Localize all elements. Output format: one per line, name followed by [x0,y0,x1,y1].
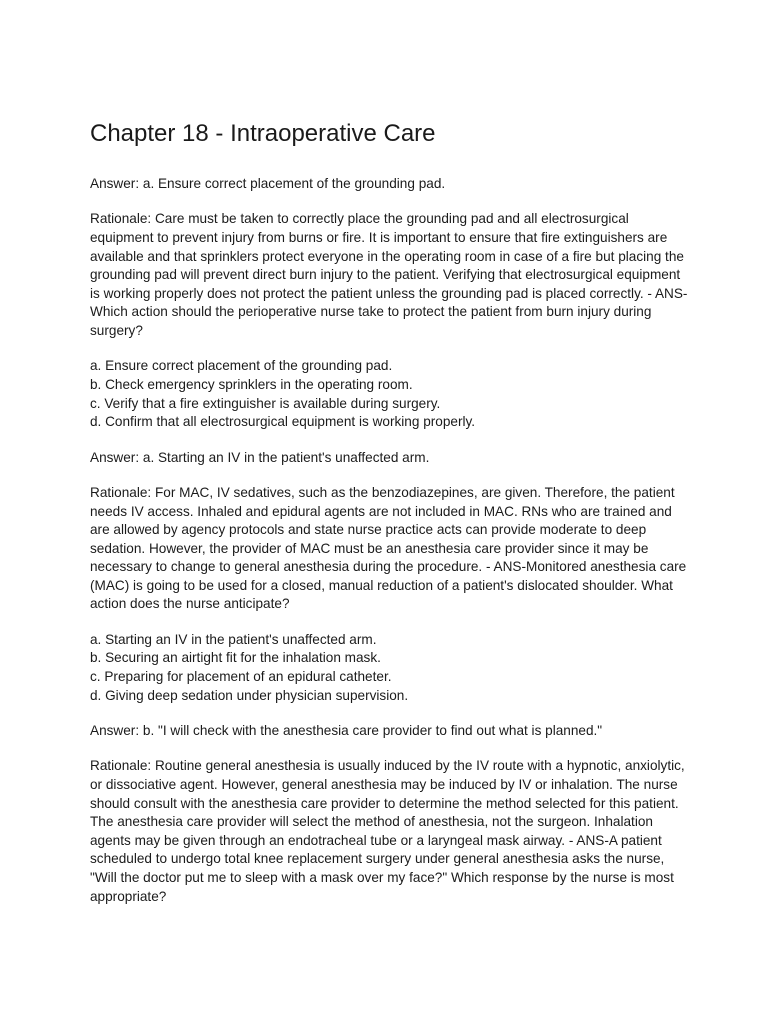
answer-text: Answer: b. "I will check with the anesthesia care provider to find out what is planned." [90,723,603,739]
choice-item: a. Starting an IV in the patient's unaffected arm. [90,631,377,647]
choice-item: d. Confirm that all electrosurgical equipment is working properly. [90,414,476,430]
choice-list [90,357,690,431]
choice-item: c. Preparing for placement of an epidural catheter. [90,669,392,685]
rationale-text: Rationale: Routine general anesthesia is usually induced by the IV route with a hypnotic, anxiolytic, or dissociative agent. However, general anesthesia may be induced by IV or inhalation. The nurse should consult with the anesthesia care provider to determine the method selected for this patient. The anesthesia care provider will select the method of anesthesia, not the surgeon. Inhalation agents may be given through an endotracheal tube or a laryngeal mask airway. - ANS-A patient scheduled to undergo total knee replacement surgery under general anesthesia asks the nurse, "Will the doctor put me to sleep with a mask over my face?" Which response by the nurse is most appropriate? [90,758,685,904]
rationale-text: Rationale: Care must be taken to correctly place the grounding pad and all electrosurgical equipment to prevent injury from burns or fire. It is important to ensure that fire extinguishers are available and that sprinklers protect everyone in the operating room in case of a fire but placing the grounding pad will prevent direct burn injury to the patient. Verifying that electrosurgical equipment is working properly does not protect the patient unless the grounding pad is placed correctly. - ANS-Which action should the perioperative nurse take to protect the patient from burn injury during surgery? [90,211,688,338]
choice-item: a. Ensure correct placement of the grounding pad. [90,358,393,374]
chapter-title: Chapter 18 - Intraoperative Care [90,120,436,147]
rationale-text: Rationale: For MAC, IV sedatives, such as the benzodiazepines, are given. Therefore, the patient needs IV access. Inhaled and epidural agents are not included in MAC. RNs who are trained and are allowed by agency protocols and state nurse practice acts can provide moderate to deep sedation. However, the provider of MAC must be an anesthesia care provider since it may be necessary to change to general anesthesia during the procedure. - ANS-Monitored anesthesia care (MAC) is going to be used for a closed, manual reduction of a patient's dislocated shoulder. What action does the nurse anticipate? [90,484,687,612]
choice-item: c. Verify that a fire extinguisher is available during surgery. [90,395,441,411]
choice-list [90,631,690,705]
answer-text: Answer: a. Starting an IV in the patient's unaffected arm. [90,449,430,465]
choice-item: b. Check emergency sprinklers in the operating room. [90,376,413,392]
choice-item: d. Giving deep sedation under physician supervision. [90,687,409,703]
choice-item: b. Securing an airtight fit for the inhalation mask. [90,650,381,666]
answer-text: Answer: a. Ensure correct placement of the grounding pad. [90,176,446,191]
document-content [90,175,690,923]
